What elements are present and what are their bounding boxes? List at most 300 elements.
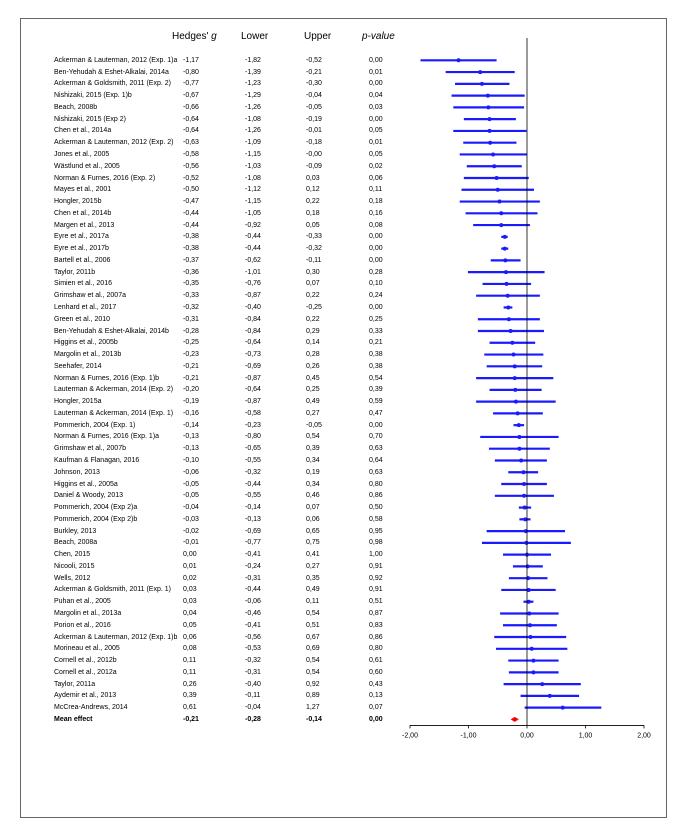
header-hedges-g: Hedges' g: [172, 31, 217, 42]
p-value: 0,39: [369, 386, 383, 394]
effect-point: [510, 341, 514, 345]
hedges-g-value: -0,64: [183, 127, 199, 135]
lower-value: -0,32: [245, 657, 261, 665]
study-name: Jones et al., 2005: [54, 150, 110, 158]
hedges-g-value: 0,05: [183, 621, 197, 629]
study-name: Higgins et al., 2005a: [54, 480, 118, 488]
study-name: Margen et al., 2013: [54, 221, 115, 229]
lower-value: -0,06: [245, 598, 261, 606]
effect-point: [486, 105, 490, 109]
upper-value: 0,07: [306, 280, 320, 288]
study-name: Lauterman & Ackerman, 2014 (Exp. 2): [54, 386, 174, 394]
hedges-g-value: -0,10: [183, 456, 199, 464]
lower-value: -0,41: [245, 551, 261, 559]
hedges-g-value: -0,38: [183, 245, 199, 253]
p-value: 0,03: [369, 103, 383, 111]
upper-value: 0,14: [306, 339, 320, 347]
upper-value: 0,41: [306, 551, 320, 559]
study-name: Wells, 2012: [54, 574, 91, 582]
p-value: 0,10: [369, 280, 383, 288]
effect-point: [522, 494, 526, 498]
study-name: Ackerman & Goldsmith, 2011 (Exp. 1): [54, 586, 171, 594]
effect-point: [486, 94, 490, 98]
effect-point: [519, 458, 523, 462]
upper-value: -0,00: [306, 150, 322, 158]
effect-point: [521, 470, 525, 474]
effect-point: [478, 70, 482, 74]
hedges-g-value: -0,05: [183, 492, 199, 500]
p-value: 0,38: [369, 351, 383, 359]
hedges-g-value: -0,14: [183, 421, 199, 429]
lower-value: -0,11: [245, 692, 261, 700]
p-value: 0,70: [369, 433, 383, 441]
p-value: 0,86: [369, 633, 383, 641]
p-value: 0,87: [369, 609, 383, 617]
upper-value: 0,06: [306, 515, 320, 523]
upper-value: 0,45: [306, 374, 320, 382]
study-name: Aydemir et al., 2013: [54, 692, 117, 700]
effect-point: [488, 117, 492, 121]
p-value: 0,02: [369, 162, 383, 170]
lower-value: -0,24: [245, 562, 261, 570]
study-name: Pommerich, 2004 (Exp 2)b: [54, 515, 138, 523]
hedges-g-value: 0,03: [183, 586, 197, 594]
study-name: Puhan et al., 2005: [54, 598, 111, 606]
lower-value: -1,08: [245, 174, 261, 182]
lower-value: -0,84: [245, 327, 261, 335]
p-value: 0,07: [369, 704, 383, 712]
study-name: Taylor, 2011b: [54, 268, 96, 276]
p-value: 0,00: [369, 233, 383, 241]
hedges-g-value: 0,11: [183, 668, 197, 676]
hedges-g-value: 0,39: [183, 692, 197, 700]
effect-point: [531, 659, 535, 663]
study-name: Hongler, 2015a: [54, 398, 102, 406]
lower-value: -1,39: [245, 68, 261, 76]
p-value: 0,01: [369, 139, 383, 147]
header-lower: Lower: [241, 31, 269, 42]
p-value: 0,91: [369, 586, 383, 594]
study-name: Ackerman & Lauterman, 2012 (Exp. 1)a: [54, 56, 178, 64]
lower-value: -0,92: [245, 221, 261, 229]
upper-value: 0,89: [306, 692, 320, 700]
lower-value: -0,65: [245, 445, 261, 453]
effect-point: [523, 506, 527, 510]
upper-value: 0,49: [306, 586, 320, 594]
effect-point: [506, 305, 510, 309]
upper-value: -0,11: [306, 256, 322, 264]
p-value: 0,18: [369, 198, 383, 206]
upper-value: 0,28: [306, 351, 320, 359]
study-name: Grimshaw et al., 2007a: [54, 292, 126, 300]
p-value: 0,95: [369, 527, 383, 535]
upper-value: 0,25: [306, 386, 320, 394]
hedges-g-value: -0,67: [183, 92, 199, 100]
effect-point: [529, 635, 533, 639]
effect-point: [524, 541, 528, 545]
effect-point: [496, 188, 500, 192]
hedges-g-value: 0,02: [183, 574, 197, 582]
effect-point: [522, 482, 526, 486]
upper-value: -0,05: [306, 421, 322, 429]
study-name: Johnson, 2013: [54, 468, 100, 476]
p-value: 0,63: [369, 468, 383, 476]
effect-point: [503, 247, 507, 251]
p-value: 0,64: [369, 456, 383, 464]
study-name: Kaufman & Flanagan, 2016: [54, 456, 140, 464]
upper-value: 0,18: [306, 209, 320, 217]
effect-point: [513, 388, 517, 392]
lower-value: -0,62: [245, 256, 261, 264]
hedges-g-value: -0,25: [183, 339, 199, 347]
effect-point: [503, 258, 507, 262]
hedges-g-value: -0,38: [183, 233, 199, 241]
study-name: Pommerich, 2004 (Exp 2)a: [54, 504, 138, 512]
upper-value: 0,07: [306, 504, 320, 512]
lower-value: -0,28: [245, 715, 261, 723]
hedges-g-value: -0,13: [183, 433, 199, 441]
p-value: 0,00: [369, 303, 383, 311]
hedges-g-value: -0,06: [183, 468, 199, 476]
hedges-g-value: 0,11: [183, 657, 197, 665]
upper-value: 0,92: [306, 680, 320, 688]
study-name: Margolin et al., 2013b: [54, 351, 122, 359]
effect-point: [498, 200, 502, 204]
p-value: 0,98: [369, 539, 383, 547]
upper-value: -0,18: [306, 139, 322, 147]
upper-value: 0,54: [306, 657, 320, 665]
lower-value: -0,80: [245, 433, 261, 441]
upper-value: -0,09: [306, 162, 322, 170]
effect-point: [530, 647, 534, 651]
upper-value: 0,29: [306, 327, 320, 335]
upper-value: 0,22: [306, 292, 320, 300]
lower-value: -0,87: [245, 398, 261, 406]
study-name: Ackerman & Lauterman, 2012 (Exp. 1)b: [54, 633, 178, 641]
lower-value: -0,69: [245, 362, 261, 370]
lower-value: -1,05: [245, 209, 261, 217]
hedges-g-value: -0,32: [183, 303, 199, 311]
upper-value: 0,34: [306, 456, 320, 464]
effect-point: [509, 329, 513, 333]
hedges-g-value: -0,56: [183, 162, 199, 170]
upper-value: -0,01: [306, 127, 322, 135]
header-upper: Upper: [304, 31, 332, 42]
hedges-g-value: -0,77: [183, 80, 199, 88]
lower-value: -0,64: [245, 386, 261, 394]
p-value: 0,04: [369, 92, 383, 100]
lower-value: -1,29: [245, 92, 261, 100]
upper-value: 0,05: [306, 221, 320, 229]
study-name: Higgins et al., 2005b: [54, 339, 118, 347]
hedges-g-value: -0,37: [183, 256, 199, 264]
effect-point: [531, 670, 535, 674]
effect-point: [457, 58, 461, 62]
lower-value: -0,84: [245, 315, 261, 323]
effect-point: [504, 270, 508, 274]
hedges-g-value: -0,01: [183, 539, 199, 547]
effect-point: [548, 694, 552, 698]
lower-value: -1,09: [245, 139, 261, 147]
p-value: 0,11: [369, 186, 383, 194]
p-value: 0,86: [369, 492, 383, 500]
lower-value: -0,44: [245, 480, 261, 488]
study-name: Nicooli, 2015: [54, 562, 95, 570]
hedges-g-value: -0,35: [183, 280, 199, 288]
effect-point: [516, 411, 520, 415]
p-value: 0,00: [369, 715, 383, 723]
x-tick-label: 2,00: [637, 732, 651, 740]
study-name: Norman & Furnes, 2016 (Exp. 1)a: [54, 433, 160, 441]
p-value: 0,61: [369, 657, 383, 665]
upper-value: 0,75: [306, 539, 320, 547]
hedges-g-value: -0,33: [183, 292, 199, 300]
lower-value: -0,46: [245, 609, 261, 617]
hedges-g-value: -0,63: [183, 139, 199, 147]
p-value: 0,13: [369, 692, 383, 700]
p-value: 0,28: [369, 268, 383, 276]
hedges-g-value: 0,61: [183, 704, 197, 712]
upper-value: 0,65: [306, 527, 320, 535]
hedges-g-value: 0,26: [183, 680, 197, 688]
study-name: Porion et al., 2016: [54, 621, 111, 629]
effect-point: [526, 564, 530, 568]
study-name: Daniel & Woody, 2013: [54, 492, 124, 500]
lower-value: -1,15: [245, 150, 261, 158]
upper-value: -0,04: [306, 92, 322, 100]
study-name: Cornell et al., 2012b: [54, 657, 117, 665]
hedges-g-value: -0,04: [183, 504, 199, 512]
upper-value: 0,54: [306, 609, 320, 617]
study-name: Nishizaki, 2015 (Exp. 1)b: [54, 92, 132, 100]
study-name: Margolin et al., 2013a: [54, 609, 122, 617]
effect-point: [505, 282, 509, 286]
p-value: 0,80: [369, 480, 383, 488]
hedges-g-value: 0,06: [183, 633, 197, 641]
p-value: 0,00: [369, 256, 383, 264]
hedges-g-value: -0,36: [183, 268, 199, 276]
hedges-g-value: -0,66: [183, 103, 199, 111]
hedges-g-value: -0,50: [183, 186, 199, 194]
effect-point: [492, 164, 496, 168]
upper-value: -0,32: [306, 245, 322, 253]
hedges-g-value: -0,02: [183, 527, 199, 535]
hedges-g-value: -0,80: [183, 68, 199, 76]
p-value: 0,00: [369, 56, 383, 64]
p-value: 1,00: [369, 551, 383, 559]
study-name: Ben-Yehudah & Eshet-Alkalai, 2014b: [54, 327, 169, 335]
upper-value: 0,22: [306, 198, 320, 206]
p-value: 0,16: [369, 209, 383, 217]
upper-value: -0,21: [306, 68, 322, 76]
lower-value: -1,82: [245, 56, 261, 64]
summary-diamond: [511, 717, 519, 722]
hedges-g-value: -0,23: [183, 351, 199, 359]
study-name: Norman & Furnes, 2016 (Exp. 2): [54, 174, 156, 182]
lower-value: -0,55: [245, 456, 261, 464]
hedges-g-value: 0,03: [183, 598, 197, 606]
study-name: Ben-Yehudah & Eshet-Alkalai, 2014a: [54, 68, 169, 76]
hedges-g-value: -0,13: [183, 445, 199, 453]
hedges-g-value: -0,21: [183, 374, 199, 382]
lower-value: -0,53: [245, 645, 261, 653]
study-name: Bartell et al., 2006: [54, 256, 111, 264]
upper-value: 0,30: [306, 268, 320, 276]
upper-value: -0,05: [306, 103, 322, 111]
lower-value: -0,40: [245, 680, 261, 688]
upper-value: 0,49: [306, 398, 320, 406]
p-value: 0,91: [369, 562, 383, 570]
lower-value: -0,56: [245, 633, 261, 641]
effect-point: [495, 176, 499, 180]
effect-point: [503, 235, 507, 239]
lower-value: -0,31: [245, 574, 261, 582]
lower-value: -0,77: [245, 539, 261, 547]
p-value: 0,60: [369, 668, 383, 676]
study-name: Taylor, 2011a: [54, 680, 96, 688]
hedges-g-value: 0,00: [183, 551, 197, 559]
effect-point: [488, 129, 492, 133]
upper-value: -0,30: [306, 80, 322, 88]
upper-value: 1,27: [306, 704, 320, 712]
p-value: 0,06: [369, 174, 383, 182]
lower-value: -1,01: [245, 268, 261, 276]
upper-value: 0,26: [306, 362, 320, 370]
study-name: Chen et al., 2014b: [54, 209, 112, 217]
effect-point: [480, 82, 484, 86]
study-name: Seehafer, 2014: [54, 362, 102, 370]
lower-value: -0,76: [245, 280, 261, 288]
upper-value: 0,54: [306, 668, 320, 676]
study-name: Morineau et al., 2005: [54, 645, 120, 653]
lower-value: -0,44: [245, 586, 261, 594]
p-value: 0,92: [369, 574, 383, 582]
upper-value: 0,12: [306, 186, 320, 194]
p-value: 0,05: [369, 150, 383, 158]
hedges-g-value: -0,21: [183, 362, 199, 370]
lower-value: -0,58: [245, 409, 261, 417]
hedges-g-value: -0,64: [183, 115, 199, 123]
upper-value: -0,14: [306, 715, 322, 723]
p-value: 0,00: [369, 115, 383, 123]
hedges-g-value: -0,19: [183, 398, 199, 406]
study-name: Lenhard et al., 2017: [54, 303, 117, 311]
effect-point: [491, 152, 495, 156]
effect-point: [506, 294, 510, 298]
effect-point: [499, 211, 503, 215]
effect-point: [517, 447, 521, 451]
upper-value: 0,35: [306, 574, 320, 582]
upper-value: 0,46: [306, 492, 320, 500]
effect-point: [514, 400, 518, 404]
effect-point: [512, 353, 516, 357]
hedges-g-value: 0,04: [183, 609, 197, 617]
upper-value: 0,39: [306, 445, 320, 453]
study-name: Grimshaw et al., 2007b: [54, 445, 126, 453]
p-value: 0,58: [369, 515, 383, 523]
study-name: Ackerman & Lauterman, 2012 (Exp. 2): [54, 139, 174, 147]
lower-value: -1,26: [245, 127, 261, 135]
effect-point: [513, 364, 517, 368]
p-value: 0,80: [369, 645, 383, 653]
study-name: Eyre et al., 2017a: [54, 233, 109, 241]
lower-value: -0,73: [245, 351, 261, 359]
lower-value: -0,04: [245, 704, 261, 712]
hedges-g-value: -1,17: [183, 56, 199, 64]
lower-value: -0,55: [245, 492, 261, 500]
p-value: 0,50: [369, 504, 383, 512]
upper-value: 0,69: [306, 645, 320, 653]
hedges-g-value: 0,01: [183, 562, 197, 570]
lower-value: -1,15: [245, 198, 261, 206]
effect-point: [507, 317, 511, 321]
hedges-g-value: -0,28: [183, 327, 199, 335]
header-p-value: p-value: [362, 31, 395, 42]
lower-value: -1,12: [245, 186, 261, 194]
p-value: 0,00: [369, 421, 383, 429]
hedges-g-value: -0,58: [183, 150, 199, 158]
lower-value: -1,03: [245, 162, 261, 170]
study-name: Chen et al., 2014a: [54, 127, 112, 135]
x-tick-label: -2,00: [402, 732, 418, 740]
upper-value: 0,34: [306, 480, 320, 488]
p-value: 0,33: [369, 327, 383, 335]
p-value: 0,51: [369, 598, 383, 606]
study-name: Lauterman & Ackerman, 2014 (Exp. 1): [54, 409, 174, 417]
effect-point: [540, 682, 544, 686]
p-value: 0,47: [369, 409, 383, 417]
upper-value: -0,33: [306, 233, 322, 241]
lower-value: -1,08: [245, 115, 261, 123]
hedges-g-value: -0,52: [183, 174, 199, 182]
upper-value: 0,51: [306, 621, 320, 629]
upper-value: 0,03: [306, 174, 320, 182]
effect-point: [528, 623, 532, 627]
effect-point: [561, 706, 565, 710]
study-name: McCrea-Andrews, 2014: [54, 704, 128, 712]
p-value: 0,63: [369, 445, 383, 453]
hedges-g-value: -0,05: [183, 480, 199, 488]
lower-value: -0,23: [245, 421, 261, 429]
study-name: Hongler, 2015b: [54, 198, 102, 206]
study-name: Pommerich, 2004 (Exp. 1): [54, 421, 136, 429]
study-name: Norman & Furnes, 2016 (Exp. 1)b: [54, 374, 160, 382]
upper-value: 0,27: [306, 409, 320, 417]
hedges-g-value: -0,47: [183, 198, 199, 206]
p-value: 0,83: [369, 621, 383, 629]
hedges-g-value: -0,44: [183, 221, 199, 229]
study-name: Wästlund et al., 2005: [54, 162, 120, 170]
effect-point: [513, 376, 517, 380]
lower-value: -0,41: [245, 621, 261, 629]
hedges-g-value: -0,31: [183, 315, 199, 323]
study-name: Mean effect: [54, 715, 93, 723]
p-value: 0,43: [369, 680, 383, 688]
p-value: 0,21: [369, 339, 383, 347]
lower-value: -0,14: [245, 504, 261, 512]
study-name: Chen, 2015: [54, 551, 91, 559]
lower-value: -0,64: [245, 339, 261, 347]
study-name: Eyre et al., 2017b: [54, 245, 109, 253]
hedges-g-value: 0,08: [183, 645, 197, 653]
upper-value: -0,19: [306, 115, 322, 123]
hedges-g-value: -0,16: [183, 409, 199, 417]
effect-point: [527, 611, 531, 615]
upper-value: 0,22: [306, 315, 320, 323]
study-name: Ackerman & Goldsmith, 2011 (Exp. 2): [54, 80, 171, 88]
effect-point: [488, 141, 492, 145]
effect-point: [517, 423, 521, 427]
